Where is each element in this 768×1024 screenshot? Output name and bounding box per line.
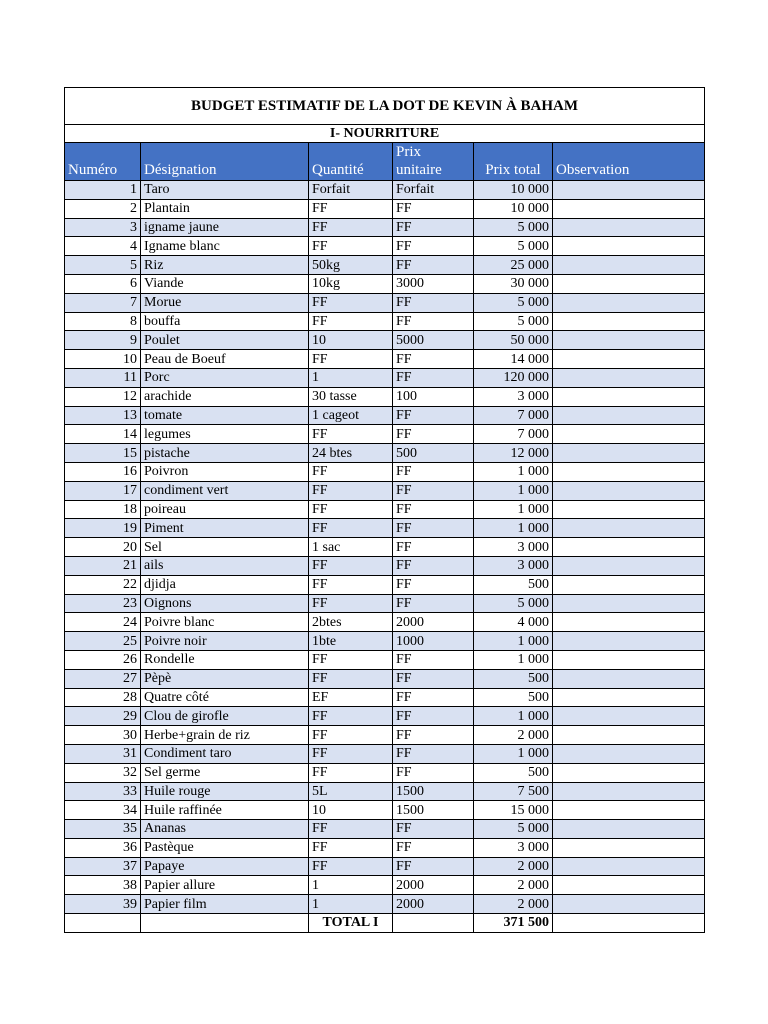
table-row bbox=[65, 406, 705, 425]
table-row bbox=[65, 857, 705, 876]
cell-quantite: FF bbox=[309, 820, 393, 839]
cell-quantite: FF bbox=[309, 707, 393, 726]
table-row bbox=[65, 613, 705, 632]
cell-observation bbox=[553, 707, 705, 726]
cell-designation: Poivre noir bbox=[141, 632, 309, 651]
cell-prix-total: 500 bbox=[474, 669, 553, 688]
table-row bbox=[65, 500, 705, 519]
cell-observation bbox=[553, 519, 705, 538]
cell-quantite: 10 bbox=[309, 331, 393, 350]
cell-numero: 3 bbox=[65, 218, 141, 237]
cell-designation: pistache bbox=[141, 444, 309, 463]
cell-numero: 19 bbox=[65, 519, 141, 538]
cell-prix-total: 2 000 bbox=[474, 726, 553, 745]
cell-prix-unitaire: 3000 bbox=[393, 274, 474, 293]
cell-quantite: 1 bbox=[309, 876, 393, 895]
cell-quantite: FF bbox=[309, 218, 393, 237]
cell-prix-total: 7 500 bbox=[474, 782, 553, 801]
cell-prix-unitaire: FF bbox=[393, 312, 474, 331]
cell-prix-total: 1 000 bbox=[474, 632, 553, 651]
table-row bbox=[65, 594, 705, 613]
title-row bbox=[65, 88, 705, 125]
table-row bbox=[65, 650, 705, 669]
budget-table bbox=[64, 87, 705, 933]
cell-quantite: FF bbox=[309, 481, 393, 500]
cell-prix-total: 1 000 bbox=[474, 519, 553, 538]
cell-quantite: FF bbox=[309, 500, 393, 519]
cell-observation bbox=[553, 256, 705, 275]
cell-prix-unitaire: FF bbox=[393, 726, 474, 745]
cell-designation: Pastèque bbox=[141, 838, 309, 857]
cell-prix-unitaire: FF bbox=[393, 744, 474, 763]
cell-designation: Clou de girofle bbox=[141, 707, 309, 726]
cell-prix-unitaire: FF bbox=[393, 481, 474, 500]
cell-quantite: FF bbox=[309, 650, 393, 669]
cell-prix-total: 25 000 bbox=[474, 256, 553, 275]
cell-prix-unitaire: FF bbox=[393, 857, 474, 876]
total-value: 371 500 bbox=[474, 914, 553, 933]
cell-numero: 37 bbox=[65, 857, 141, 876]
cell-observation bbox=[553, 425, 705, 444]
cell-prix-unitaire: FF bbox=[393, 293, 474, 312]
cell-quantite: 5L bbox=[309, 782, 393, 801]
table-row bbox=[65, 181, 705, 200]
cell-designation: Herbe+grain de riz bbox=[141, 726, 309, 745]
cell-numero: 28 bbox=[65, 688, 141, 707]
cell-numero: 8 bbox=[65, 312, 141, 331]
cell-designation: Sel bbox=[141, 538, 309, 557]
cell-quantite: FF bbox=[309, 594, 393, 613]
cell-observation bbox=[553, 838, 705, 857]
cell-prix-unitaire: 1500 bbox=[393, 782, 474, 801]
cell-prix-unitaire: FF bbox=[393, 707, 474, 726]
cell-observation bbox=[553, 782, 705, 801]
cell-observation bbox=[553, 876, 705, 895]
cell-designation: Papier allure bbox=[141, 876, 309, 895]
cell-observation bbox=[553, 481, 705, 500]
cell-prix-unitaire: FF bbox=[393, 237, 474, 256]
cell-prix-unitaire: FF bbox=[393, 820, 474, 839]
table-row bbox=[65, 575, 705, 594]
cell-observation bbox=[553, 331, 705, 350]
cell-quantite: FF bbox=[309, 462, 393, 481]
cell-observation bbox=[553, 368, 705, 387]
table-row bbox=[65, 387, 705, 406]
table-row bbox=[65, 218, 705, 237]
cell-designation: Quatre côté bbox=[141, 688, 309, 707]
cell-prix-total: 1 000 bbox=[474, 462, 553, 481]
cell-prix-unitaire: FF bbox=[393, 688, 474, 707]
cell-quantite: 24 btes bbox=[309, 444, 393, 463]
cell-quantite: FF bbox=[309, 237, 393, 256]
cell-observation bbox=[553, 688, 705, 707]
table-row bbox=[65, 462, 705, 481]
cell-prix-unitaire: 100 bbox=[393, 387, 474, 406]
cell-prix-total: 3 000 bbox=[474, 838, 553, 857]
table-row bbox=[65, 688, 705, 707]
cell-observation bbox=[553, 820, 705, 839]
table-row bbox=[65, 274, 705, 293]
cell-prix-total: 3 000 bbox=[474, 387, 553, 406]
cell-prix-total: 7 000 bbox=[474, 406, 553, 425]
total-row bbox=[65, 914, 705, 933]
cell-prix-unitaire: FF bbox=[393, 218, 474, 237]
section-title: I- NOURRITURE bbox=[65, 125, 705, 143]
cell-designation: Igname blanc bbox=[141, 237, 309, 256]
cell-designation: legumes bbox=[141, 425, 309, 444]
cell-designation: Morue bbox=[141, 293, 309, 312]
cell-prix-total: 15 000 bbox=[474, 801, 553, 820]
table-row bbox=[65, 444, 705, 463]
cell-prix-unitaire: FF bbox=[393, 650, 474, 669]
cell-designation: Riz bbox=[141, 256, 309, 275]
cell-observation bbox=[553, 594, 705, 613]
cell-designation: Oignons bbox=[141, 594, 309, 613]
cell-designation: ails bbox=[141, 556, 309, 575]
cell-observation bbox=[553, 744, 705, 763]
cell-prix-total: 120 000 bbox=[474, 368, 553, 387]
cell-quantite: FF bbox=[309, 519, 393, 538]
total-empty-3 bbox=[393, 914, 474, 933]
cell-prix-unitaire: FF bbox=[393, 199, 474, 218]
cell-numero: 18 bbox=[65, 500, 141, 519]
total-empty-1 bbox=[65, 914, 141, 933]
cell-designation: Viande bbox=[141, 274, 309, 293]
cell-designation: Plantain bbox=[141, 199, 309, 218]
cell-numero: 17 bbox=[65, 481, 141, 500]
cell-quantite: 1 bbox=[309, 368, 393, 387]
table-row bbox=[65, 237, 705, 256]
cell-prix-unitaire: 500 bbox=[393, 444, 474, 463]
cell-observation bbox=[553, 387, 705, 406]
cell-quantite: 1bte bbox=[309, 632, 393, 651]
header-observation: Observation bbox=[553, 143, 705, 181]
cell-observation bbox=[553, 237, 705, 256]
cell-numero: 24 bbox=[65, 613, 141, 632]
header-prix-total: Prix total bbox=[474, 143, 553, 181]
header-row bbox=[65, 143, 705, 181]
cell-numero: 6 bbox=[65, 274, 141, 293]
cell-observation bbox=[553, 895, 705, 914]
cell-observation bbox=[553, 274, 705, 293]
cell-designation: Poivre blanc bbox=[141, 613, 309, 632]
cell-prix-total: 4 000 bbox=[474, 613, 553, 632]
table-row bbox=[65, 895, 705, 914]
cell-designation: Rondelle bbox=[141, 650, 309, 669]
cell-observation bbox=[553, 181, 705, 200]
cell-prix-unitaire: FF bbox=[393, 556, 474, 575]
cell-designation: arachide bbox=[141, 387, 309, 406]
cell-observation bbox=[553, 500, 705, 519]
cell-prix-total: 5 000 bbox=[474, 594, 553, 613]
table-row bbox=[65, 876, 705, 895]
cell-prix-total: 1 000 bbox=[474, 744, 553, 763]
cell-prix-total: 7 000 bbox=[474, 425, 553, 444]
cell-numero: 27 bbox=[65, 669, 141, 688]
cell-prix-total: 14 000 bbox=[474, 350, 553, 369]
cell-prix-unitaire: FF bbox=[393, 350, 474, 369]
cell-numero: 22 bbox=[65, 575, 141, 594]
cell-numero: 20 bbox=[65, 538, 141, 557]
table-row bbox=[65, 820, 705, 839]
cell-designation: Porc bbox=[141, 368, 309, 387]
cell-prix-total: 5 000 bbox=[474, 312, 553, 331]
table-row bbox=[65, 632, 705, 651]
cell-observation bbox=[553, 726, 705, 745]
cell-numero: 30 bbox=[65, 726, 141, 745]
cell-prix-unitaire: FF bbox=[393, 763, 474, 782]
cell-observation bbox=[553, 538, 705, 557]
cell-prix-total: 2 000 bbox=[474, 895, 553, 914]
cell-prix-total: 1 000 bbox=[474, 481, 553, 500]
cell-quantite: FF bbox=[309, 556, 393, 575]
header-prix-unitaire: Prix unitaire bbox=[393, 143, 474, 181]
table-row bbox=[65, 801, 705, 820]
cell-prix-total: 2 000 bbox=[474, 876, 553, 895]
cell-observation bbox=[553, 669, 705, 688]
cell-prix-unitaire: FF bbox=[393, 575, 474, 594]
cell-designation: Ananas bbox=[141, 820, 309, 839]
cell-numero: 10 bbox=[65, 350, 141, 369]
cell-prix-unitaire: FF bbox=[393, 462, 474, 481]
cell-designation: tomate bbox=[141, 406, 309, 425]
cell-numero: 39 bbox=[65, 895, 141, 914]
cell-prix-unitaire: FF bbox=[393, 519, 474, 538]
cell-prix-total: 500 bbox=[474, 688, 553, 707]
header-numero: Numéro bbox=[65, 143, 141, 181]
cell-prix-unitaire: Forfait bbox=[393, 181, 474, 200]
cell-quantite: FF bbox=[309, 293, 393, 312]
cell-quantite: FF bbox=[309, 350, 393, 369]
cell-numero: 11 bbox=[65, 368, 141, 387]
cell-designation: condiment vert bbox=[141, 481, 309, 500]
cell-numero: 21 bbox=[65, 556, 141, 575]
cell-prix-unitaire: FF bbox=[393, 500, 474, 519]
cell-designation: igname jaune bbox=[141, 218, 309, 237]
cell-numero: 4 bbox=[65, 237, 141, 256]
cell-numero: 16 bbox=[65, 462, 141, 481]
cell-prix-unitaire: 1500 bbox=[393, 801, 474, 820]
cell-numero: 15 bbox=[65, 444, 141, 463]
cell-prix-unitaire: 5000 bbox=[393, 331, 474, 350]
cell-prix-total: 5 000 bbox=[474, 237, 553, 256]
cell-designation: Poivron bbox=[141, 462, 309, 481]
cell-designation: poireau bbox=[141, 500, 309, 519]
table-row bbox=[65, 669, 705, 688]
cell-prix-total: 5 000 bbox=[474, 820, 553, 839]
cell-prix-total: 5 000 bbox=[474, 293, 553, 312]
cell-designation: Sel germe bbox=[141, 763, 309, 782]
cell-quantite: FF bbox=[309, 726, 393, 745]
cell-numero: 25 bbox=[65, 632, 141, 651]
cell-prix-total: 1 000 bbox=[474, 500, 553, 519]
cell-prix-total: 12 000 bbox=[474, 444, 553, 463]
cell-numero: 33 bbox=[65, 782, 141, 801]
table-row bbox=[65, 425, 705, 444]
budget-sheet bbox=[64, 87, 704, 933]
cell-quantite: Forfait bbox=[309, 181, 393, 200]
cell-numero: 23 bbox=[65, 594, 141, 613]
table-row bbox=[65, 744, 705, 763]
cell-designation: bouffa bbox=[141, 312, 309, 331]
table-row bbox=[65, 707, 705, 726]
cell-prix-total: 10 000 bbox=[474, 199, 553, 218]
cell-quantite: FF bbox=[309, 425, 393, 444]
cell-quantite: 10kg bbox=[309, 274, 393, 293]
cell-numero: 38 bbox=[65, 876, 141, 895]
cell-observation bbox=[553, 444, 705, 463]
cell-observation bbox=[553, 462, 705, 481]
cell-numero: 36 bbox=[65, 838, 141, 857]
cell-prix-total: 3 000 bbox=[474, 556, 553, 575]
cell-numero: 2 bbox=[65, 199, 141, 218]
table-row bbox=[65, 331, 705, 350]
cell-quantite: FF bbox=[309, 312, 393, 331]
cell-prix-unitaire: 2000 bbox=[393, 895, 474, 914]
table-row bbox=[65, 368, 705, 387]
cell-numero: 29 bbox=[65, 707, 141, 726]
cell-quantite: 1 sac bbox=[309, 538, 393, 557]
cell-prix-unitaire: FF bbox=[393, 256, 474, 275]
cell-prix-unitaire: FF bbox=[393, 425, 474, 444]
table-row bbox=[65, 199, 705, 218]
cell-prix-total: 10 000 bbox=[474, 181, 553, 200]
cell-prix-total: 1 000 bbox=[474, 707, 553, 726]
cell-numero: 34 bbox=[65, 801, 141, 820]
total-empty-2 bbox=[141, 914, 309, 933]
cell-numero: 7 bbox=[65, 293, 141, 312]
cell-prix-unitaire: FF bbox=[393, 594, 474, 613]
table-row bbox=[65, 481, 705, 500]
cell-quantite: 10 bbox=[309, 801, 393, 820]
cell-prix-unitaire: 2000 bbox=[393, 613, 474, 632]
cell-prix-total: 500 bbox=[474, 763, 553, 782]
cell-prix-total: 1 000 bbox=[474, 650, 553, 669]
document-title: BUDGET ESTIMATIF DE LA DOT DE KEVIN À BAHAM bbox=[65, 88, 705, 125]
cell-observation bbox=[553, 406, 705, 425]
cell-prix-unitaire: FF bbox=[393, 368, 474, 387]
cell-designation: djidja bbox=[141, 575, 309, 594]
cell-prix-total: 50 000 bbox=[474, 331, 553, 350]
cell-numero: 35 bbox=[65, 820, 141, 839]
cell-numero: 26 bbox=[65, 650, 141, 669]
cell-prix-total: 3 000 bbox=[474, 538, 553, 557]
table-row bbox=[65, 838, 705, 857]
cell-designation: Piment bbox=[141, 519, 309, 538]
cell-numero: 14 bbox=[65, 425, 141, 444]
cell-quantite: FF bbox=[309, 669, 393, 688]
cell-numero: 32 bbox=[65, 763, 141, 782]
header-quantite: Quantité bbox=[309, 143, 393, 181]
cell-quantite: FF bbox=[309, 199, 393, 218]
cell-observation bbox=[553, 350, 705, 369]
cell-numero: 9 bbox=[65, 331, 141, 350]
table-row bbox=[65, 293, 705, 312]
cell-designation: Condiment taro bbox=[141, 744, 309, 763]
total-label: TOTAL I bbox=[309, 914, 393, 933]
cell-designation: Papaye bbox=[141, 857, 309, 876]
cell-observation bbox=[553, 763, 705, 782]
cell-numero: 1 bbox=[65, 181, 141, 200]
cell-prix-unitaire: 1000 bbox=[393, 632, 474, 651]
table-row bbox=[65, 763, 705, 782]
cell-designation: Huile raffinée bbox=[141, 801, 309, 820]
cell-observation bbox=[553, 650, 705, 669]
cell-prix-unitaire: FF bbox=[393, 538, 474, 557]
table-row bbox=[65, 312, 705, 331]
cell-quantite: FF bbox=[309, 744, 393, 763]
table-row bbox=[65, 726, 705, 745]
cell-designation: Peau de Boeuf bbox=[141, 350, 309, 369]
cell-quantite: FF bbox=[309, 575, 393, 594]
cell-numero: 5 bbox=[65, 256, 141, 275]
cell-observation bbox=[553, 575, 705, 594]
cell-quantite: EF bbox=[309, 688, 393, 707]
cell-prix-unitaire: 2000 bbox=[393, 876, 474, 895]
cell-prix-total: 30 000 bbox=[474, 274, 553, 293]
table-row bbox=[65, 556, 705, 575]
cell-designation: Papier film bbox=[141, 895, 309, 914]
table-row bbox=[65, 782, 705, 801]
cell-observation bbox=[553, 218, 705, 237]
cell-observation bbox=[553, 312, 705, 331]
cell-numero: 12 bbox=[65, 387, 141, 406]
cell-prix-total: 2 000 bbox=[474, 857, 553, 876]
cell-observation bbox=[553, 199, 705, 218]
table-row bbox=[65, 350, 705, 369]
cell-quantite: 50kg bbox=[309, 256, 393, 275]
cell-designation: Huile rouge bbox=[141, 782, 309, 801]
cell-quantite: 1 cageot bbox=[309, 406, 393, 425]
cell-observation bbox=[553, 801, 705, 820]
cell-observation bbox=[553, 556, 705, 575]
cell-observation bbox=[553, 632, 705, 651]
cell-designation: Poulet bbox=[141, 331, 309, 350]
cell-observation bbox=[553, 613, 705, 632]
cell-prix-unitaire: FF bbox=[393, 838, 474, 857]
table-row bbox=[65, 256, 705, 275]
table-row bbox=[65, 538, 705, 557]
cell-observation bbox=[553, 293, 705, 312]
cell-quantite: FF bbox=[309, 857, 393, 876]
cell-quantite: 30 tasse bbox=[309, 387, 393, 406]
cell-quantite: 2btes bbox=[309, 613, 393, 632]
cell-numero: 31 bbox=[65, 744, 141, 763]
header-designation: Désignation bbox=[141, 143, 309, 181]
cell-quantite: FF bbox=[309, 763, 393, 782]
cell-prix-total: 5 000 bbox=[474, 218, 553, 237]
cell-prix-unitaire: FF bbox=[393, 406, 474, 425]
cell-observation bbox=[553, 857, 705, 876]
section-row bbox=[65, 125, 705, 143]
table-row bbox=[65, 519, 705, 538]
total-empty-4 bbox=[553, 914, 705, 933]
cell-prix-unitaire: FF bbox=[393, 669, 474, 688]
cell-designation: Pèpè bbox=[141, 669, 309, 688]
cell-quantite: FF bbox=[309, 838, 393, 857]
cell-designation: Taro bbox=[141, 181, 309, 200]
cell-numero: 13 bbox=[65, 406, 141, 425]
cell-quantite: 1 bbox=[309, 895, 393, 914]
cell-prix-total: 500 bbox=[474, 575, 553, 594]
